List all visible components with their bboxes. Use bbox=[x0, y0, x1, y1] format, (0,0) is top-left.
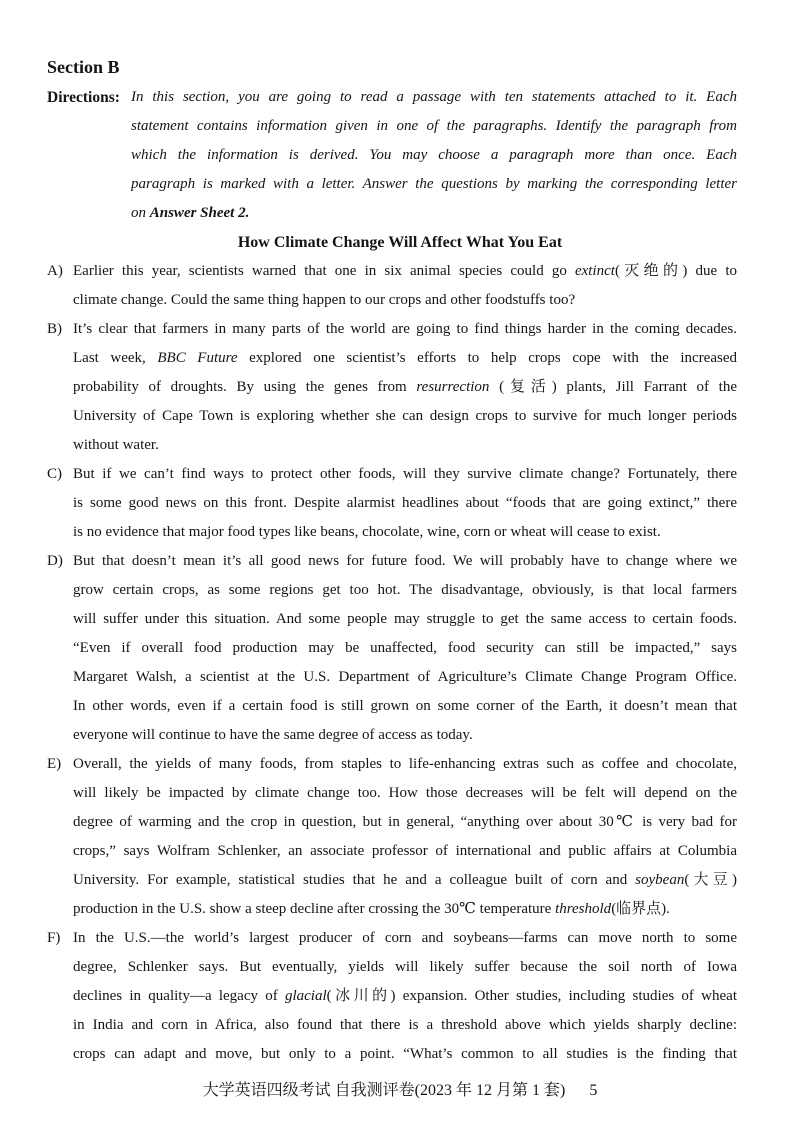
line-text: (灭绝的) due to bbox=[614, 263, 737, 279]
line-text: production in the U.S. show a steep decline after crossing the 30℃ temperature bbox=[73, 901, 556, 917]
passage-line: is no evidence that major food types like beans, chocolate, wine, corn or wheat will cease to exist. bbox=[73, 524, 661, 540]
directions-line: which the information is derived. You may choose a paragraph more than once. Each bbox=[131, 147, 737, 163]
paragraph-letter: D) bbox=[47, 553, 63, 569]
line-text: explored one scientist’s efforts to help crops cope with the increased bbox=[237, 350, 737, 366]
paragraph-c bbox=[0, 460, 800, 547]
line-text: declines in quality—a legacy of bbox=[73, 988, 285, 1004]
directions-line: statement contains information given in one of the paragraphs. Identify the paragraph from bbox=[131, 118, 737, 134]
paragraph-b bbox=[0, 315, 800, 460]
passage-title: How Climate Change Will Affect What You Eat bbox=[237, 234, 563, 251]
italic-term: BBC Future bbox=[157, 350, 238, 366]
paragraph-e bbox=[0, 750, 800, 924]
passage-line: without water. bbox=[73, 437, 159, 453]
passage-line: will suffer under this situation. And some people may struggle to get the same access to certain foods. bbox=[73, 611, 737, 627]
passage-line: will likely be impacted by climate change too. How those decreases will be felt will depend on the bbox=[73, 785, 737, 801]
passage-line bbox=[73, 866, 737, 895]
directions-label: Directions: bbox=[47, 89, 120, 106]
passage-line: Margaret Walsh, a scientist at the U.S. Department of Agriculture’s Climate Change Program Office. bbox=[73, 669, 737, 685]
passage-line bbox=[73, 982, 737, 1011]
passage-line: crops can adapt and move, but only to a point. “What’s common to all studies is the finding that bbox=[73, 1046, 737, 1062]
directions-line bbox=[131, 199, 737, 228]
paragraph-letter: B) bbox=[47, 321, 62, 337]
page-number: 5 bbox=[589, 1082, 598, 1099]
passage-line: But if we can’t find ways to protect other foods, will they survive climate change? Fortunately, there bbox=[73, 466, 737, 482]
italic-term: soybean bbox=[635, 872, 685, 888]
paragraph-letter: A) bbox=[47, 263, 63, 279]
directions-line: paragraph is marked with a letter. Answer the questions by marking the corresponding letter bbox=[131, 176, 737, 192]
passage-line bbox=[73, 257, 737, 286]
passage-line bbox=[73, 895, 737, 924]
paragraph-letter: C) bbox=[47, 466, 62, 482]
passage-line: is some good news on this front. Despite alarmist headlines about “foods that are going extinct,” there bbox=[73, 495, 737, 511]
passage-line: University of Cape Town is exploring whether she can design crops to survive for much longer periods bbox=[73, 408, 737, 424]
paragraph-f bbox=[0, 924, 800, 1069]
passage-line: It’s clear that farmers in many parts of the world are going to find things harder in the coming decades. bbox=[73, 321, 737, 337]
paragraph-letter: F) bbox=[47, 930, 61, 946]
section-title: Section B bbox=[47, 57, 120, 77]
exam-title: 大学英语四级考试 自我测评卷(2023 年 12 月第 1 套) bbox=[202, 1082, 566, 1099]
line-text: (大豆) bbox=[684, 872, 737, 888]
passage-line: degree, Schlenker says. But eventually, yields will likely suffer because the soil north of Iowa bbox=[73, 959, 737, 975]
passage-line: crops,” says Wolfram Schlenker, an associate professor of international and public affairs at Columbia bbox=[73, 843, 737, 859]
passage-line: everyone will continue to have the same degree of access as today. bbox=[73, 727, 473, 743]
italic-term: extinct bbox=[574, 263, 615, 279]
italic-term: threshold bbox=[555, 901, 612, 917]
line-text: University. For example, statistical studies that he and a colleague built of corn and bbox=[73, 872, 636, 888]
passage-line: Overall, the yields of many foods, from staples to life-enhancing extras such as coffee and chocolate, bbox=[73, 756, 737, 772]
directions bbox=[0, 83, 800, 228]
page-content bbox=[0, 83, 800, 1069]
italic-term: resurrection bbox=[416, 379, 490, 395]
passage-line: in India and corn in Africa, also found that there is a threshold above which yields sharply decline: bbox=[73, 1017, 737, 1033]
line-text: (冰川的) expansion. Other studies, including studies of wheat bbox=[326, 988, 737, 1004]
passage-line bbox=[73, 373, 737, 402]
passage-line: grow certain crops, as some regions get too hot. The disadvantage, obviously, is that local farmers bbox=[73, 582, 737, 598]
passage-line: In other words, even if a certain food is still grown on some corner of the Earth, it doesn’t mean that bbox=[73, 698, 737, 714]
paragraph-a bbox=[0, 257, 800, 315]
line-text: (复活) plants, Jill Farrant of the bbox=[489, 379, 737, 395]
paragraph-d bbox=[0, 547, 800, 750]
passage-line bbox=[73, 344, 737, 373]
directions-line: In this section, you are going to read a passage with ten statements attached to it. Each bbox=[131, 89, 737, 105]
line-text: Earlier this year, scientists warned that one in six animal species could go bbox=[73, 263, 575, 279]
passage-line: In the U.S.—the world’s largest producer of corn and soybeans—farms can move north to some bbox=[73, 930, 737, 946]
line-text: on bbox=[131, 205, 150, 221]
line-text: (临界点). bbox=[611, 901, 670, 917]
answer-sheet-reference: Answer Sheet 2. bbox=[149, 205, 250, 221]
italic-term: glacial bbox=[284, 988, 327, 1004]
passage-line: degree of warming and the crop in question, but in general, “anything over about 30℃ is very bad for bbox=[73, 814, 737, 830]
line-text: probability of droughts. By using the genes from bbox=[73, 379, 417, 395]
line-text: Last week, bbox=[73, 350, 158, 366]
passage-line: But that doesn’t mean it’s all good news for future food. We will probably have to change where we bbox=[73, 553, 737, 569]
passage-line: “Even if overall food production may be unaffected, food security can still be impacted,” says bbox=[73, 640, 737, 656]
page-footer bbox=[0, 1079, 800, 1103]
passage-line: climate change. Could the same thing happen to our crops and other foodstuffs too? bbox=[73, 292, 576, 308]
paragraph-letter: E) bbox=[47, 756, 62, 772]
